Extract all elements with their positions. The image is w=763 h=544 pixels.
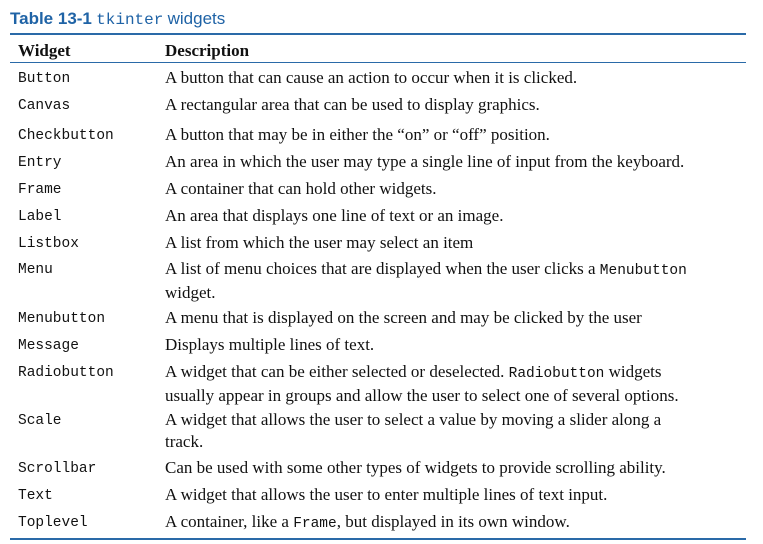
description-text: A widget that allows the user to enter multiple lines of text input.	[165, 485, 608, 504]
description-text: usually appear in groups and allow the user to select one of several options.	[165, 386, 679, 405]
widget-description	[165, 178, 755, 200]
widget-description	[165, 334, 755, 356]
description-line	[165, 484, 755, 506]
description-line	[165, 67, 755, 89]
widget-description	[165, 232, 755, 254]
widget-description	[165, 409, 755, 453]
widget-name: Message	[18, 338, 79, 354]
description-line	[165, 151, 755, 173]
description-line	[165, 282, 755, 304]
widget-name: Scrollbar	[18, 461, 97, 477]
widget-name: Button	[18, 71, 71, 87]
widget-name: Checkbutton	[18, 128, 114, 144]
description-line	[165, 307, 755, 329]
description-text: A button that may be in either the “on” or “off” position.	[165, 125, 550, 144]
widget-name: Toplevel	[18, 515, 88, 531]
description-text: A container, like a	[165, 512, 294, 531]
column-header-description: Description	[165, 41, 250, 60]
widget-description	[165, 124, 755, 146]
description-line	[165, 361, 755, 385]
table-title-code: tkinter	[96, 11, 164, 29]
description-text: widget.	[165, 283, 216, 302]
description-line	[165, 94, 755, 116]
widget-name: Radiobutton	[18, 365, 114, 381]
widget-name: Canvas	[18, 98, 71, 114]
description-line	[165, 258, 755, 282]
widget-description	[165, 205, 755, 227]
description-line	[165, 124, 755, 146]
widget-description	[165, 307, 755, 329]
widget-description	[165, 258, 755, 304]
description-line	[165, 431, 755, 453]
widget-name: Entry	[18, 155, 62, 171]
description-line	[165, 178, 755, 200]
description-text: widgets	[604, 362, 662, 381]
description-text: A widget that allows the user to select a value by moving a slider along a	[165, 410, 662, 429]
description-text: A rectangular area that can be used to display graphics.	[165, 95, 540, 114]
description-text: An area in which the user may type a single line of input from the keyboard.	[165, 152, 685, 171]
table-number: Table 13-1	[10, 9, 92, 28]
code-term: Radiobutton	[508, 366, 605, 382]
description-line	[165, 232, 755, 254]
widget-description	[165, 67, 755, 89]
description-line	[165, 409, 755, 431]
description-text: , but displayed in its own window.	[336, 512, 570, 531]
description-text: A menu that is displayed on the screen and may be clicked by the user	[165, 308, 642, 327]
table-title-text: widgets	[167, 9, 226, 28]
widget-description	[165, 361, 755, 407]
description-line	[165, 457, 755, 479]
widget-name: Text	[18, 488, 53, 504]
widget-name: Frame	[18, 182, 62, 198]
description-text: A widget that can be either selected or deselected.	[165, 362, 509, 381]
widget-name: Menu	[18, 262, 53, 278]
widget-description	[165, 151, 755, 173]
widget-description	[165, 457, 755, 479]
description-text: Displays multiple lines of text.	[165, 335, 375, 354]
widget-name: Menubutton	[18, 311, 106, 327]
description-text: A list of menu choices that are displayed when the user clicks a	[165, 259, 600, 278]
description-text: A button that can cause an action to occur when it is clicked.	[165, 68, 578, 87]
code-term: Frame	[293, 516, 337, 532]
description-text: A container that can hold other widgets.	[165, 179, 437, 198]
widget-description	[165, 511, 755, 535]
widget-description	[165, 94, 755, 116]
description-text: track.	[165, 432, 204, 451]
column-header-widget: Widget	[18, 41, 71, 60]
widget-name: Label	[18, 209, 62, 225]
table-bottom-rule	[10, 538, 746, 540]
widget-description	[165, 484, 755, 506]
code-term: Menubutton	[599, 263, 687, 279]
widget-name: Scale	[18, 413, 62, 429]
description-line	[165, 334, 755, 356]
description-line	[165, 205, 755, 227]
description-text: Can be used with some other types of widgets to provide scrolling ability.	[165, 458, 666, 477]
widget-name: Listbox	[18, 236, 79, 252]
description-line	[165, 385, 755, 407]
description-text: An area that displays one line of text or an image.	[165, 206, 504, 225]
description-line	[165, 511, 755, 535]
description-text: A list from which the user may select an item	[165, 233, 474, 252]
